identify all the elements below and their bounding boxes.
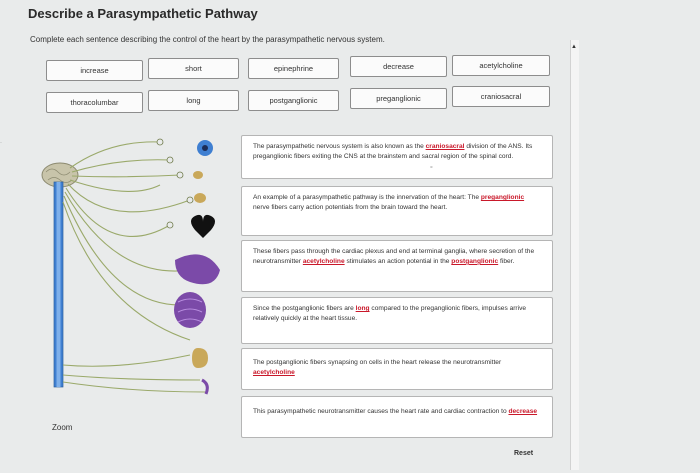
statement-2-text-end: nerve fibers carry action potentials from the brain toward the heart. [253, 203, 448, 211]
term-acetylcholine[interactable]: acetylcholine [452, 55, 550, 76]
statement-6-text: This parasympathetic neurotransmitter causes the heart rate and cardiac contraction to [253, 408, 509, 415]
term-epinephrine[interactable]: epinephrine [248, 58, 339, 79]
reset-button[interactable]: Reset [514, 450, 534, 457]
term-decrease[interactable]: decrease [350, 56, 447, 77]
statement-4-text: Since the postganglionic fibers are [253, 305, 356, 312]
term-craniosacral[interactable]: craniosacral [452, 86, 550, 107]
statement-2-text: An example of a parasympathetic pathway is the innervation of the heart: The [253, 194, 481, 201]
statement-3-blank-2[interactable]: postganglionic [451, 257, 499, 265]
statement-5 [241, 348, 553, 390]
statement-4 [241, 297, 553, 344]
statement-3 [241, 240, 553, 292]
gland-icon [193, 171, 203, 179]
statement-3-text-end: fiber. [498, 257, 515, 265]
scroll-up-arrow-icon[interactable]: ▲ [571, 44, 577, 50]
term-short[interactable]: short [148, 58, 239, 79]
scrollbar[interactable] [570, 40, 579, 470]
statement-6 [241, 396, 553, 438]
stray-mark-icon: ° [430, 166, 433, 173]
statement-4-text-end: compared to the preganglionic fibers, impulses arrive relatively quickly at the heart tissue. [253, 305, 527, 322]
term-increase[interactable]: increase [46, 60, 143, 81]
statement-3-text-mid: stimulates an action potential in the [344, 257, 452, 265]
term-thoracolumbar[interactable]: thoracolumbar [46, 92, 143, 113]
heart-icon [191, 215, 215, 238]
statement-1-text-end: division of the ANS. Its preganglionic fibers exiting the CNS at the brainstem and sacral region of the spinal cord. [253, 143, 533, 160]
eye-icon [197, 140, 213, 156]
statement-5-blank[interactable]: acetylcholine [253, 368, 295, 376]
lung-icon [194, 193, 206, 203]
statement-2-blank[interactable]: preganglionic [480, 194, 525, 201]
page-title: Describe a Parasympathetic Pathway [28, 6, 258, 21]
parasympathetic-diagram [40, 130, 230, 400]
zoom-button[interactable]: Zoom [52, 423, 73, 432]
term-preganglionic[interactable]: preganglionic [350, 88, 447, 109]
statement-3-blank-1[interactable]: acetylcholine [302, 257, 345, 265]
term-postganglionic[interactable]: postganglionic [248, 90, 339, 111]
instruction-text: Complete each sentence describing the control of the heart by the parasympathetic nervous system. [30, 35, 385, 44]
intestine-icon [174, 292, 206, 328]
bladder-icon [192, 348, 208, 368]
statement-1 [241, 135, 553, 179]
statement-6-blank[interactable]: decrease [508, 408, 538, 415]
statement-5-text: The postganglionic fibers synapsing on cells in the heart release the neurotransmitter [253, 359, 502, 366]
term-long[interactable]: long [148, 90, 239, 111]
statement-1-text: The parasympathetic nervous system is also known as the [253, 143, 426, 150]
statement-3-text: These fibers pass through the cardiac plexus and end at terminal ganglia, where secretion of the neurotransmitter [253, 248, 535, 265]
stomach-icon [175, 254, 220, 284]
edge-marker-icon: · [0, 140, 2, 146]
statement-4-blank[interactable]: long [355, 305, 370, 312]
statement-2 [241, 186, 553, 236]
statement-1-blank[interactable]: craniosacral [425, 143, 465, 150]
